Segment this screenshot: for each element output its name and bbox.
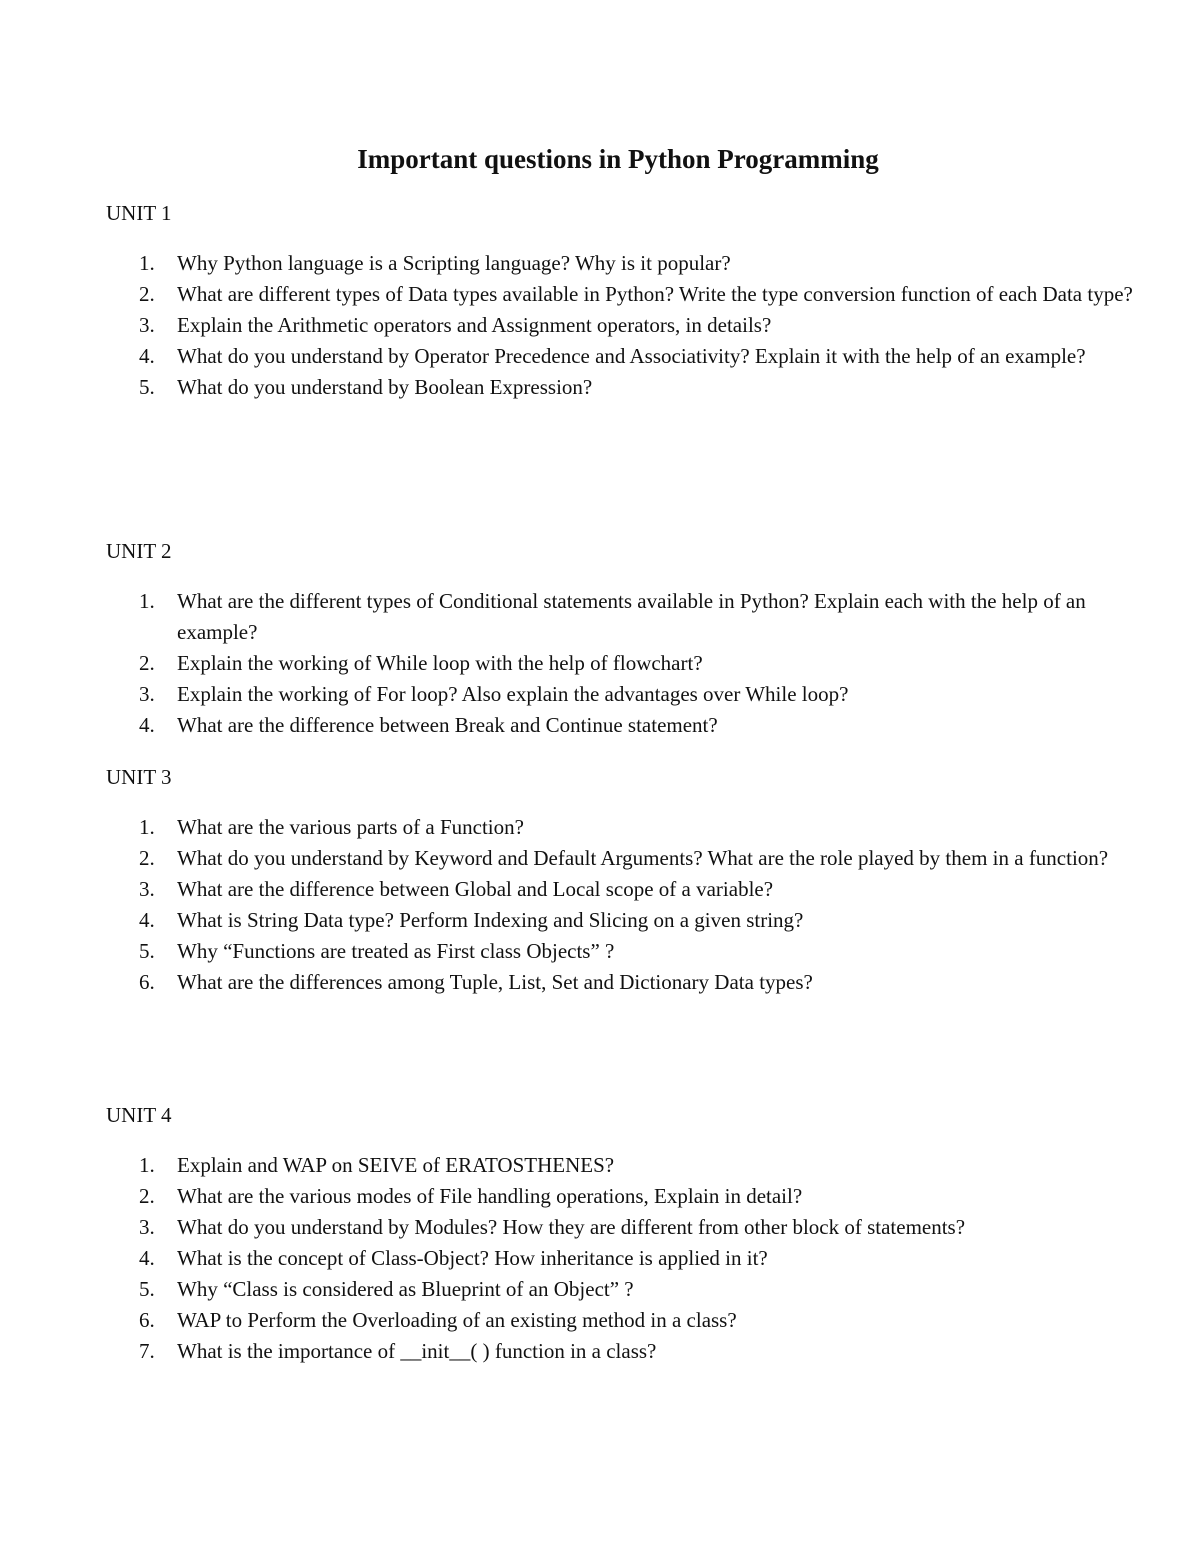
unit-4-question-2 xyxy=(0,1181,1200,1212)
question-number: 4. xyxy=(139,1246,155,1270)
unit-1-question-2 xyxy=(0,279,1200,310)
question-text: What do you understand by Boolean Expression? xyxy=(177,375,593,399)
unit-3-question-4 xyxy=(0,905,1200,936)
page-title: Important questions in Python Programming xyxy=(357,144,879,174)
unit-1-question-5 xyxy=(0,372,1200,403)
question-text: Explain the working of For loop? Also explain the advantages over While loop? xyxy=(177,682,849,706)
question-text: What are different types of Data types available in Python? Write the type conversion function of each Data type? xyxy=(177,282,1133,306)
unit-3-question-3 xyxy=(0,874,1200,905)
unit-3-question-6 xyxy=(0,967,1200,998)
unit-1-question-1 xyxy=(0,248,1200,279)
question-text: Explain and WAP on SEIVE of ERATOSTHENES? xyxy=(177,1153,615,1177)
unit-2-question-2 xyxy=(0,648,1200,679)
unit-2-question-4 xyxy=(0,710,1200,741)
question-number: 5. xyxy=(139,1277,155,1301)
question-number: 1. xyxy=(139,589,155,613)
unit-2-heading: UNIT 2 xyxy=(106,539,172,563)
question-number: 1. xyxy=(139,1153,155,1177)
question-number: 1. xyxy=(139,815,155,839)
question-number: 2. xyxy=(139,651,155,675)
unit-4-question-6 xyxy=(0,1305,1200,1336)
unit-1-question-list xyxy=(0,248,1200,403)
unit-1-heading: UNIT 1 xyxy=(106,201,172,225)
question-number: 2. xyxy=(139,846,155,870)
question-text: What do you understand by Modules? How they are different from other block of statements? xyxy=(177,1215,966,1239)
question-text: What are the differences among Tuple, List, Set and Dictionary Data types? xyxy=(177,970,813,994)
question-number: 3. xyxy=(139,682,155,706)
question-text: Why “Class is considered as Blueprint of an Object” ? xyxy=(177,1277,634,1301)
question-text: What do you understand by Operator Precedence and Associativity? Explain it with the help of an example? xyxy=(177,344,1086,368)
question-text: WAP to Perform the Overloading of an existing method in a class? xyxy=(177,1308,737,1332)
question-number: 1. xyxy=(139,251,155,275)
question-number: 6. xyxy=(139,1308,155,1332)
question-number: 2. xyxy=(139,1184,155,1208)
unit-2-question-list xyxy=(0,586,1200,741)
unit-2-question-3 xyxy=(0,679,1200,710)
unit-4-question-list xyxy=(0,1150,1200,1367)
question-text: What do you understand by Keyword and Default Arguments? What are the role played by them in a function? xyxy=(177,846,1109,870)
question-number: 6. xyxy=(139,970,155,994)
question-number: 4. xyxy=(139,344,155,368)
question-text: What are the various modes of File handling operations, Explain in detail? xyxy=(177,1184,803,1208)
unit-4-question-7 xyxy=(0,1336,1200,1367)
unit-3-heading: UNIT 3 xyxy=(106,765,172,789)
unit-2-question-1 xyxy=(0,586,1200,648)
question-text: Explain the working of While loop with the help of flowchart? xyxy=(177,651,703,675)
question-text: What are the difference between Global and Local scope of a variable? xyxy=(177,877,774,901)
question-text: What are the various parts of a Function? xyxy=(177,815,524,839)
unit-4-question-3 xyxy=(0,1212,1200,1243)
question-text: What is the importance of __init__( ) function in a class? xyxy=(177,1339,657,1363)
question-text: Why “Functions are treated as First class Objects” ? xyxy=(177,939,615,963)
unit-4-question-1 xyxy=(0,1150,1200,1181)
question-text: Why Python language is a Scripting language? Why is it popular? xyxy=(177,251,731,275)
unit-3-question-list xyxy=(0,812,1200,998)
question-number: 3. xyxy=(139,1215,155,1239)
unit-1-question-3 xyxy=(0,310,1200,341)
question-number: 5. xyxy=(139,375,155,399)
question-number: 4. xyxy=(139,908,155,932)
unit-3-question-5 xyxy=(0,936,1200,967)
question-number: 3. xyxy=(139,313,155,337)
question-number: 2. xyxy=(139,282,155,306)
question-text: What are the different types of Conditional statements available in Python? Explain each with the help of an example? xyxy=(177,589,1086,644)
question-text: What is the concept of Class-Object? How inheritance is applied in it? xyxy=(177,1246,768,1270)
unit-1-question-4 xyxy=(0,341,1200,372)
unit-4-heading: UNIT 4 xyxy=(106,1103,172,1127)
question-text: What are the difference between Break and Continue statement? xyxy=(177,713,718,737)
question-number: 5. xyxy=(139,939,155,963)
unit-3-question-1 xyxy=(0,812,1200,843)
unit-4-question-5 xyxy=(0,1274,1200,1305)
unit-4-question-4 xyxy=(0,1243,1200,1274)
unit-3-question-2 xyxy=(0,843,1200,874)
question-text: What is String Data type? Perform Indexing and Slicing on a given string? xyxy=(177,908,804,932)
question-text: Explain the Arithmetic operators and Assignment operators, in details? xyxy=(177,313,772,337)
question-number: 7. xyxy=(139,1339,155,1363)
question-number: 4. xyxy=(139,713,155,737)
question-number: 3. xyxy=(139,877,155,901)
